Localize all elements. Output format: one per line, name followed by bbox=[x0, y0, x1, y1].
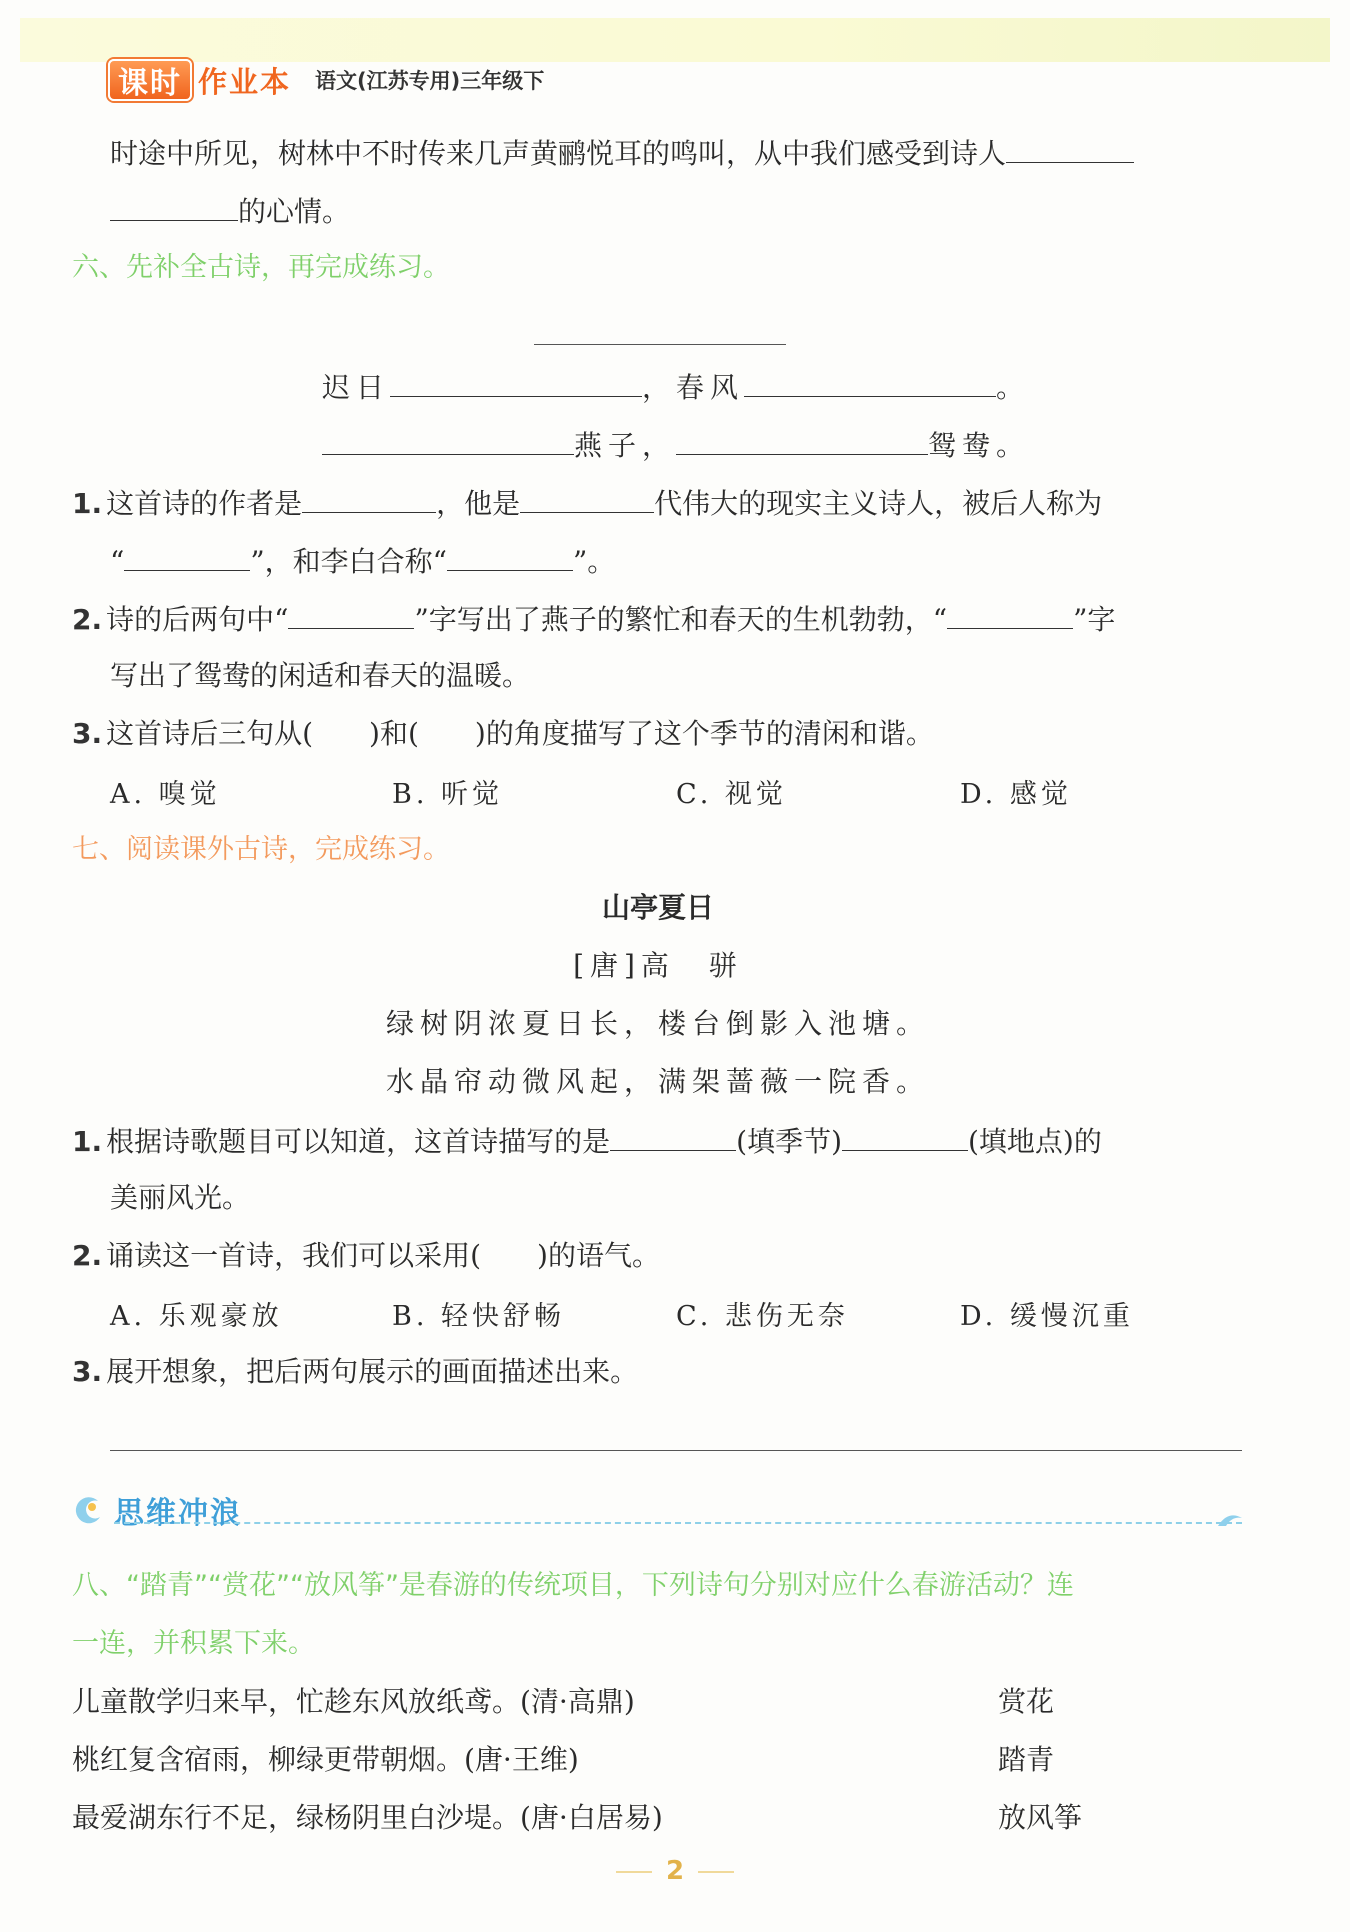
blank[interactable] bbox=[447, 540, 573, 571]
blank[interactable] bbox=[110, 190, 238, 221]
poem7-line-2: 水晶帘动微风起，满架蔷薇一院香。 bbox=[385, 1065, 930, 1098]
match-left-2[interactable]: 桃红复含宿雨，柳绿更带朝烟。(唐·王维) bbox=[72, 1743, 579, 1776]
s6-q1-line-1: 1. 这首诗的作者是 ，他是 代伟大的现实主义诗人，被后人称为 bbox=[72, 482, 1102, 524]
s6-q2-line-1: 2. 诗的后两句中“ ”字写出了燕子的繁忙和春天的生机勃勃，“ ”字 bbox=[72, 598, 1115, 640]
subject-label: 语文(江苏专用)三年级下 bbox=[315, 69, 545, 93]
s7-option-d[interactable]: D. 缓慢沉重 bbox=[960, 1301, 1134, 1332]
blank[interactable] bbox=[322, 424, 574, 455]
s6-option-a[interactable]: A. 嗅觉 bbox=[110, 779, 221, 810]
poem6-line-1: 迟日 ，春风 。 bbox=[322, 366, 1030, 408]
section-8-heading-2: 一连，并积累下来。 bbox=[72, 1628, 315, 1659]
section-7-heading: 七、阅读课外古诗，完成练习。 bbox=[72, 834, 450, 865]
page-number: 2 bbox=[0, 1856, 1350, 1886]
blank[interactable] bbox=[676, 424, 928, 455]
s6-q3: 3. 这首诗后三句从( )和( )的角度描写了这个季节的清闲和谐。 bbox=[72, 717, 934, 750]
blank[interactable] bbox=[610, 1120, 736, 1151]
page-header bbox=[108, 58, 544, 102]
s7-option-b[interactable]: B. 轻快舒畅 bbox=[392, 1301, 566, 1332]
s6-option-b[interactable]: B. 听觉 bbox=[392, 779, 504, 810]
logo-text: 作业本 bbox=[198, 64, 292, 99]
s6-q1-line-2: “ ”，和李白合称“ ”。 bbox=[110, 540, 615, 582]
poem7-author: [唐]高 骈 bbox=[573, 949, 743, 982]
wave-end-icon bbox=[1216, 1508, 1244, 1530]
match-right-3[interactable]: 放风筝 bbox=[998, 1801, 1083, 1834]
blank[interactable] bbox=[1006, 132, 1134, 163]
poem6-line-2: 燕子， 鸳鸯。 bbox=[322, 424, 1030, 466]
match-right-2[interactable]: 踏青 bbox=[998, 1743, 1055, 1776]
dashed-divider bbox=[114, 1522, 1242, 1524]
thinking-surf-title: 思维冲浪 bbox=[114, 1496, 242, 1531]
blank[interactable] bbox=[390, 366, 642, 397]
match-right-1[interactable]: 赏花 bbox=[998, 1685, 1055, 1718]
poem7-line-1: 绿树阴浓夏日长，楼台倒影入池塘。 bbox=[385, 1007, 930, 1040]
blank[interactable] bbox=[124, 540, 250, 571]
blank[interactable] bbox=[744, 366, 996, 397]
logo-badge: 课时 bbox=[108, 59, 192, 101]
blank[interactable] bbox=[947, 598, 1073, 629]
match-left-1[interactable]: 儿童散学归来早，忙趁东风放纸鸢。(清·高鼎) bbox=[72, 1685, 635, 1718]
blank[interactable] bbox=[842, 1120, 968, 1151]
s6-option-c[interactable]: C. 视觉 bbox=[676, 779, 787, 810]
s7-q3: 3. 展开想象，把后两句展示的画面描述出来。 bbox=[72, 1355, 639, 1388]
s6-q2-line-2: 写出了鸳鸯的闲适和春天的温暖。 bbox=[110, 659, 531, 692]
section-6-heading: 六、先补全古诗，再完成练习。 bbox=[72, 252, 450, 283]
s7-option-a[interactable]: A. 乐观豪放 bbox=[110, 1301, 283, 1332]
s7-q1-line-2: 美丽风光。 bbox=[110, 1181, 251, 1214]
match-left-3[interactable]: 最爱湖东行不足，绿杨阴里白沙堤。(唐·白居易) bbox=[72, 1801, 663, 1834]
poem7-title: 山亭夏日 bbox=[601, 891, 714, 924]
s7-q2: 2. 诵读这一首诗，我们可以采用( )的语气。 bbox=[72, 1239, 660, 1272]
blank[interactable] bbox=[288, 598, 414, 629]
blank[interactable] bbox=[520, 482, 654, 513]
s6-option-d[interactable]: D. 感觉 bbox=[960, 779, 1072, 810]
s7-q1-line-1: 1. 根据诗歌题目可以知道，这首诗描写的是 (填季节) (填地点)的 bbox=[72, 1120, 1102, 1162]
blank[interactable] bbox=[302, 482, 436, 513]
s7-option-c[interactable]: C. 悲伤无奈 bbox=[676, 1301, 849, 1332]
prev-line-2: 的心情。 bbox=[110, 190, 350, 232]
section-8-heading-1: 八、“踏青”“赏花”“放风筝”是春游的传统项目，下列诗句分别对应什么春游活动？连 bbox=[72, 1570, 1074, 1601]
wave-icon bbox=[70, 1493, 104, 1527]
poem-title-blank[interactable] bbox=[534, 344, 786, 345]
top-band bbox=[20, 18, 1330, 62]
prev-line-1: 时途中所见，树林中不时传来几声黄鹂悦耳的鸣叫，从中我们感受到诗人 bbox=[110, 132, 1134, 174]
answer-line[interactable] bbox=[110, 1450, 1242, 1451]
thinking-surf-banner bbox=[70, 1488, 242, 1532]
